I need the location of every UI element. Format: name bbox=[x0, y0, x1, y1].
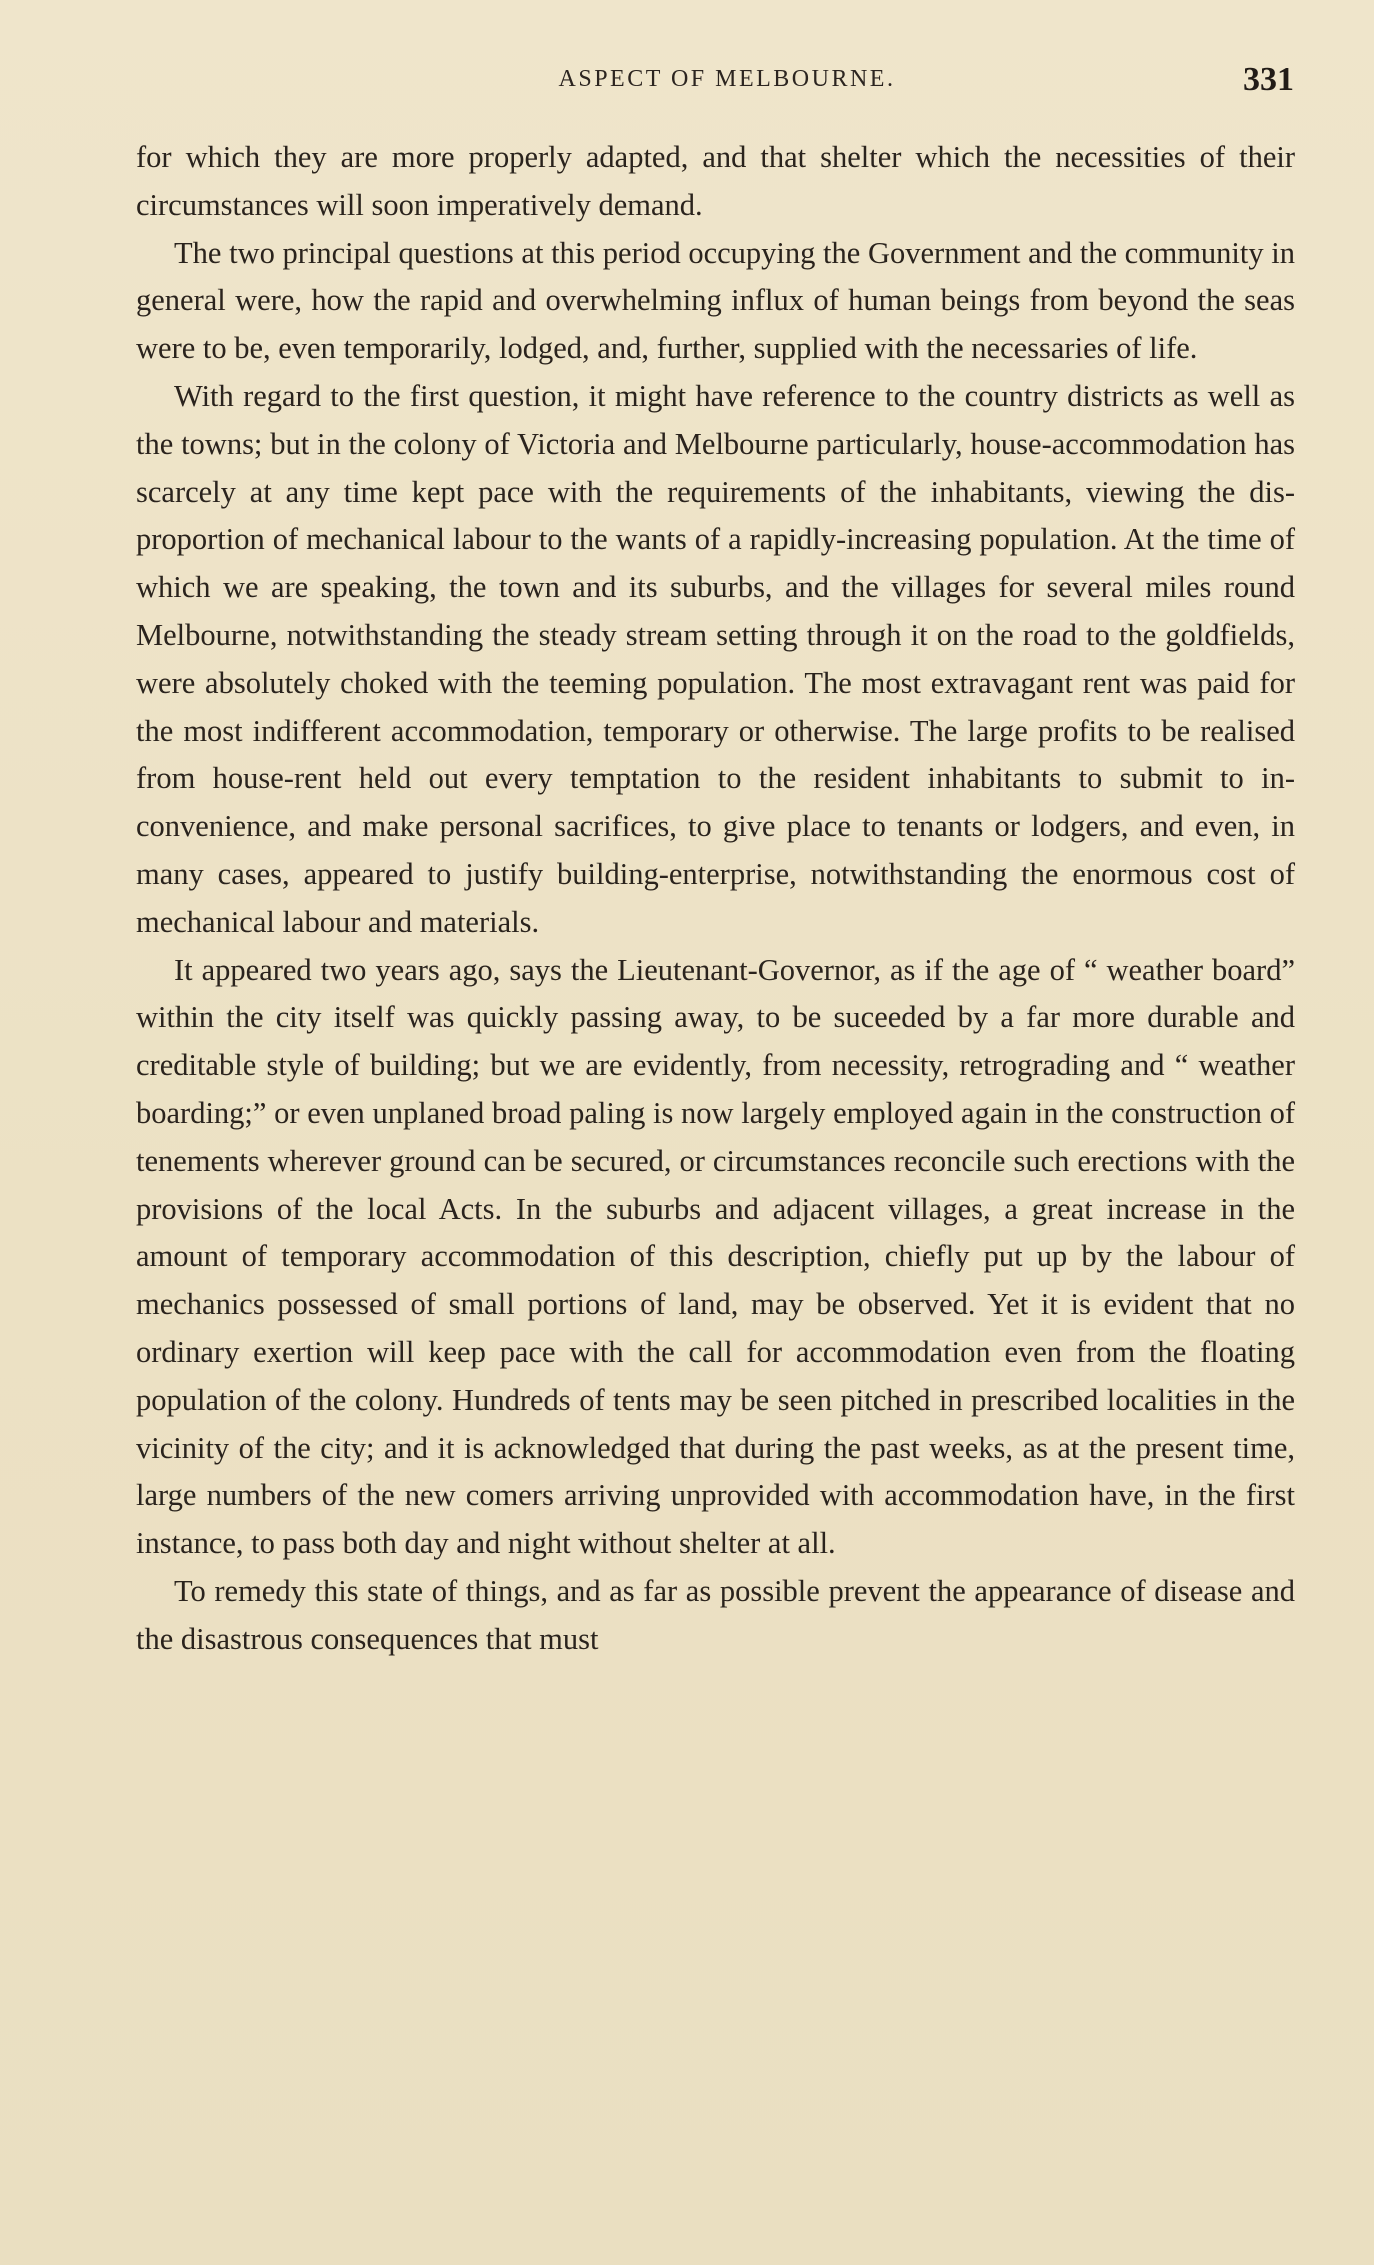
paragraph-3: With regard to the first question, it might have reference to the country districts as well as the towns; but in the colony of Victoria and Melbourne particularly, house-accommodation has scarcely at any time kept pace with the requirements of the inhabitants, viewing the disproportion of mechanical labour to the wants of a rapidly-increasing population. At the time of which we are speaking, the town and its suburbs, and the villages for several miles round Melbourne, notwithstanding the steady stream setting through it on the road to the goldfields, were absolutely choked with the teeming population. The most extravagant rent was paid for the most indifferent accommodation, temporary or otherwise. The large profits to be realised from house-rent held out every temptation to the resident inhabitants to submit to inconvenience, and make personal sacrifices, to give place to tenants or lodgers, and even, in many cases, appeared to justify building-enterprise, notwithstanding the enormous cost of mechanical labour and materials. bbox=[136, 378, 1295, 939]
running-title: ASPECT OF MELBOURNE. bbox=[558, 66, 896, 92]
paragraph-5: To remedy this state of things, and as far as possible prevent the appearance of disease and the disastrous consequences that must bbox=[136, 1573, 1295, 1656]
paragraph-1: for which they are more properly adapted, and that shelter which the necessities of their circumstances will soon imperatively demand. bbox=[136, 140, 1295, 222]
running-head bbox=[0, 61, 1374, 106]
body-text bbox=[136, 134, 1295, 1664]
paragraph-2: The two principal questions at this period occupying the Government and the community in general were, how the rapid and overwhelming influx of human beings from beyond the seas were to be, even temporarily, lodged, and, further, supplied with the necessaries of life. bbox=[136, 235, 1295, 366]
paragraph-4: It appeared two years ago, says the Lieutenant-Governor, as if the age of “ weather board” within the city itself was quickly passing away, to be suceeded by a far more durable and creditable style of building; but we are evidently, from necessity, retrograding and “ weather boarding;” or even unplaned broad paling is now largely employed again in the construction of tenements wherever ground can be secured, or circumstances reconcile such erections with the provisions of the local Acts. In the suburbs and adjacent villages, a great increase in the amount of temporary accommodation of this description, chiefly put up by the labour of mechanics possessed of small portions of land, may be observed. Yet it is evident that no ordinary exertion will keep pace with the call for accommodation even from the floating population of the colony. Hundreds of tents may be seen pitched in prescribed localities in the vicinity of the city; and it is acknowledged that during the past weeks, as at the present time, large numbers of the new comers arriving unprovided with accommodation have, in the first instance, to pass both day and night without shelter at all. bbox=[136, 952, 1295, 1561]
page-number: 331 bbox=[1243, 61, 1294, 98]
